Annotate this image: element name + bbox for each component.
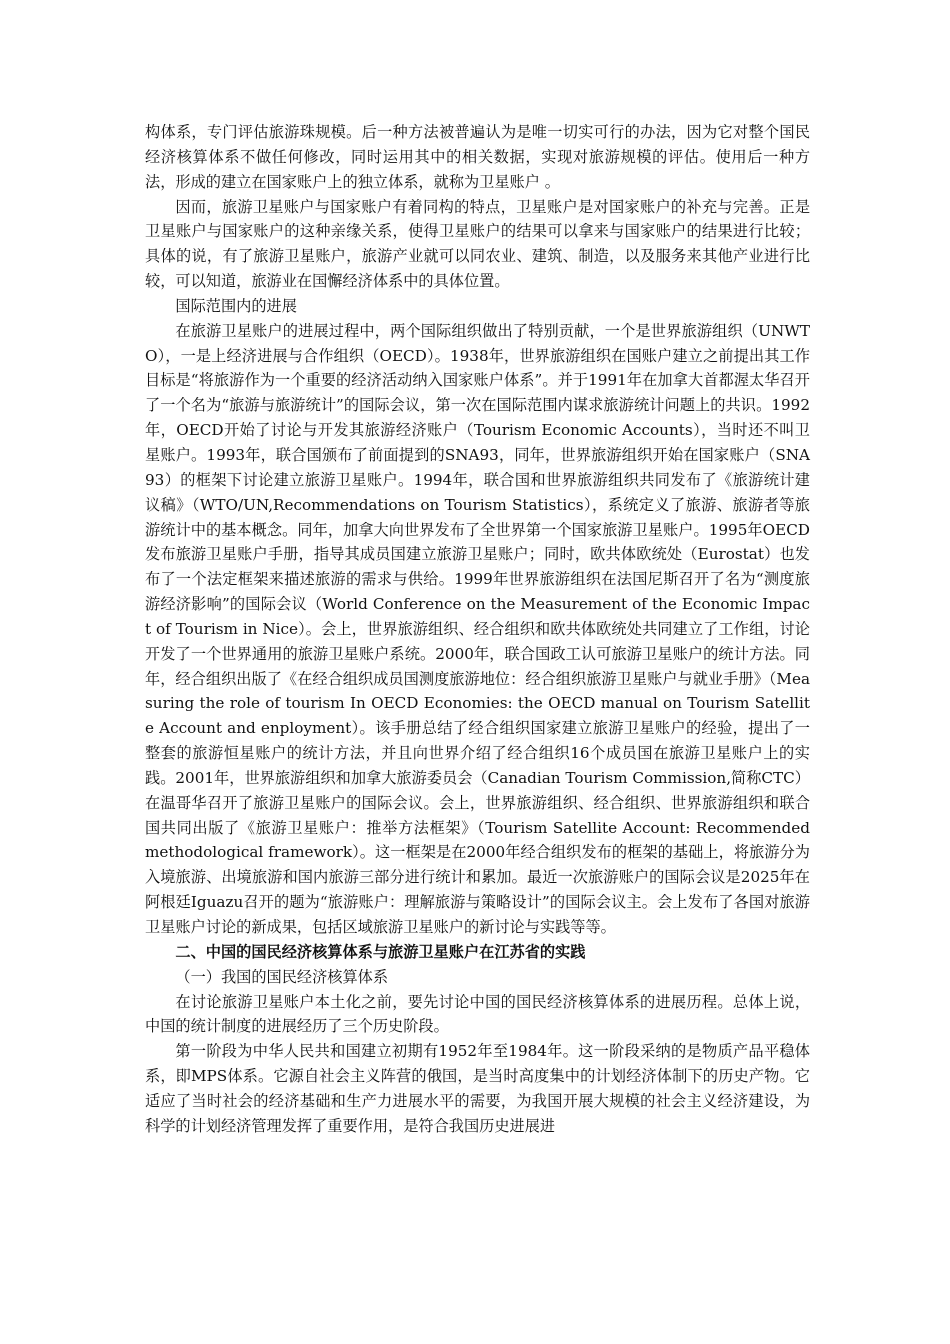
document-body: [145, 120, 810, 1139]
paragraph-continuation: 构体系，专门评估旅游珠规模。后一种方法被普遍认为是唯一切实可行的办法，因为它对整个国民经济核算体系不做任何修改，同时运用其中的相关数据，实现对旅游规模的评估。使用后一种方法，形成的建立在国家账户上的独立体系，就称为卫星账户 。: [145, 123, 810, 191]
section-heading-china-practice: 二、中国的国民经济核算体系与旅游卫星账户在江苏省的实践: [175, 942, 586, 961]
paragraph-satellite-account: 因而，旅游卫星账户与国家账户有着同构的特点，卫星账户是对国家账户的补充与完善。正是卫星账户与国家账户的这种亲缘关系，使得卫星账户的结果可以拿来与国家账户的结果进行比较；具体的说，有了旅游卫星账户，旅游产业就可以同农业、建筑、制造，以及服务来其他产业进行比较，可以知道，旅游业在国懈经济体系中的具体位置。: [145, 197, 810, 291]
subsection-heading-national-accounts: （一）我国的国民经济核算体系: [175, 967, 389, 986]
paragraph-first-stage: 第一阶段为中华人民共和国建立初期有1952年至1984年。这一阶段采纳的是物质产品平稳体系，即MPS体系。它源自社会主义阵营的俄国，是当时高度集中的计划经济体制下的历史产物。它适应了当时社会的经济基础和生产力进展水平的需要，为我国开展大规模的社会主义经济建设，为科学的计划经济管理发挥了重要作用，是符合我国历史进展进: [145, 1042, 810, 1135]
paragraph-china-intro: 在讨论旅游卫星账户本土化之前，要先讨论中国的国民经济核算体系的进展历程。总体上说，中国的统计制度的进展经历了三个历史阶段。: [145, 992, 810, 1036]
section-title-international-progress: 国际范围内的进展: [175, 296, 297, 315]
paragraph-international-history: 在旅游卫星账户的进展过程中，两个国际组织做出了特别贡献，一个是世界旅游组织（UNWTO），一是上经济进展与合作组织（OECD）。1938年，世界旅游组织在国账户建立之前提出其工作目标是“将旅游作为一个重要的经济活动纳入国家账户体系”。并于1991年在加拿大首都渥太华召开了一个名为“旅游与旅游统计”的国际会议，第一次在国际范围内谋求旅游统计问题上的共识。1992年，OECD开始了讨论与开发其旅游经济账户（Tourism Economic Accounts），当时还不叫卫星账户。1993年，联合国颁布了前面提到的SNA93，同年，世界旅游组织开始在国家账户（SNA93）的框架下讨论建立旅游卫星账户。1994年，联合国和世界旅游组织共同发布了《旅游统计建议稿》（WTO/UN,Recommendations on Tourism Statistics），系统定义了旅游、旅游者等旅游统计中的基本概念。同年，加拿大向世界发布了全世界第一个国家旅游卫星账户。1995年OECD发布旅游卫星账户手册，指导其成员国建立旅游卫星账户；同时，欧共体欧统处（Eurostat）也发布了一个法定框架来描述旅游的需求与供给。1999年世界旅游组织在法国尼斯召开了名为“测度旅游经济影响”的国际会议（World Conference on the Measurement of the Economic Impact of Tourism in Nice）。会上，世界旅游组织、经合组织和欧共体欧统处共同建立了工作组，讨论开发了一个世界通用的旅游卫星账户系统。2000年，联合国政工认可旅游卫星账户的统计方法。同年，经合组织出版了《在经合组织成员国测度旅游地位：经合组织旅游卫星账户与就业手册》（Measuring the role of tourism In OECD Economies: the OECD manual on Tourism Satellite Account and enployment）。该手册总结了经合组织国家建立旅游卫星账户的经验，提出了一整套的旅游恒星账户的统计方法，并且向世界介绍了经合组织16个成员国在旅游卫星账户上的实践。2001年，世界旅游组织和加拿大旅游委员会（Canadian Tourism Commission,简称CTC）在温哥华召开了旅游卫星账户的国际会议。会上，世界旅游组织、经合组织、世界旅游组织和联合国共同出版了《旅游卫星账户：推举方法框架》（Tourism Satellite Account: Recommended methodological framework）。这一框架是在2000年经合组织发布的框架的基础上，将旅游分为入境旅游、出境旅游和国内旅游三部分进行统计和累加。最近一次旅游账户的国际会议是2025年在阿根廷Iguazu召开的题为“旅游账户：理解旅游与策略设计”的国际会议主。会上发布了各国对旅游卫星账户讨论的新成果，包括区域旅游卫星账户的新讨论与实践等等。: [145, 321, 810, 936]
